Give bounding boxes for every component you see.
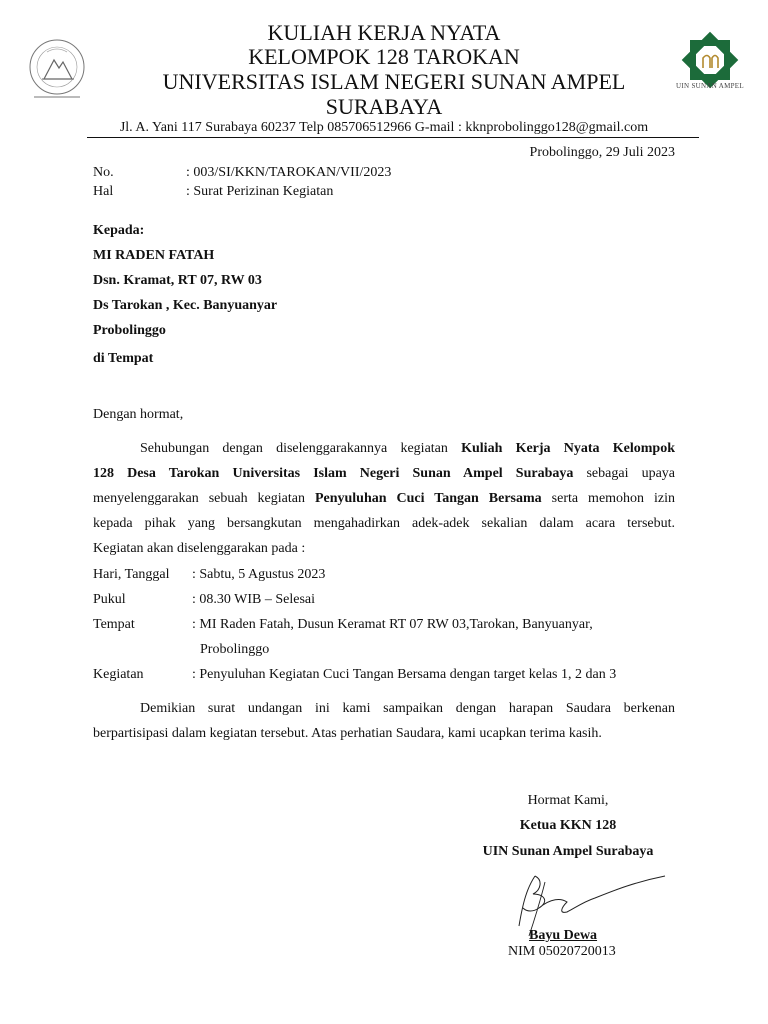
body-bold-text: Kuliah Kerja Nyata Kelompok xyxy=(461,441,675,456)
body-text: menyelenggarakan sebuah kegiatan xyxy=(93,491,305,506)
detail-day-value: : Sabtu, 5 Agustus 2023 xyxy=(192,567,326,582)
detail-place-value-1: : MI Raden Fatah, Dusun Keramat RT 07 RW 03,Tarokan, Banyuanyar, xyxy=(192,617,593,632)
detail-place-value-2: Probolinggo xyxy=(200,642,270,657)
body-bold-text: Penyuluhan Cuci Tangan Bersama xyxy=(314,491,542,506)
body-text: sebagai upaya xyxy=(586,466,676,481)
detail-activity-label: Kegiatan xyxy=(93,667,144,682)
recipient-address-2: Ds Tarokan , Kec. Banyuanyar xyxy=(93,298,278,313)
greeting: Dengan hormat, xyxy=(93,407,184,422)
closing-line-1: Demikian surat undangan ini kami sampaikan dengan harapan Saudara berkenan xyxy=(140,701,675,716)
sign-org: UIN Sunan Ampel Surabaya xyxy=(482,844,654,859)
body-line-2 xyxy=(93,466,675,482)
recipient-to: Kepada: xyxy=(93,223,145,238)
detail-time-value: : 08.30 WIB – Selesai xyxy=(192,592,316,607)
body-line-3 xyxy=(93,491,675,507)
body-text: serta memohon izin xyxy=(551,491,676,506)
header-line-1: KULIAH KERJA NYATA xyxy=(267,20,501,45)
sign-role: Ketua KKN 128 xyxy=(519,818,617,833)
uin-logo-caption: UIN SUNAN AMPEL xyxy=(676,82,744,90)
header-divider xyxy=(87,137,699,138)
sign-regards: Hormat Kami, xyxy=(527,793,609,808)
recipient-city: Probolinggo xyxy=(93,323,166,338)
body-line-5: Kegiatan akan diselenggarakan pada : xyxy=(93,541,306,556)
body-bold-text: 128 Desa Tarokan Universitas Islam Negeri Sunan Ampel Surabaya xyxy=(93,466,574,481)
sign-nim: NIM 05020720013 xyxy=(508,944,616,959)
closing-line-2: berpartisipasi dalam kegiatan tersebut. Atas perhatian Saudara, kami ucapkan terima kasih. xyxy=(93,726,602,741)
detail-time-label: Pukul xyxy=(93,592,126,607)
subject-label: Hal xyxy=(93,184,114,199)
header-line-4: SURABAYA xyxy=(325,94,443,119)
body-line-4: kepada pihak yang bersangkutan mengahadirkan adek-adek sekalian dalam acara tersebut. xyxy=(93,516,675,531)
sign-name: Bayu Dewa xyxy=(529,928,598,943)
recipient-place: di Tempat xyxy=(93,351,154,366)
subject-value: : Surat Perizinan Kegiatan xyxy=(186,184,334,199)
body-line-1 xyxy=(140,441,675,457)
header-line-2: KELOMPOK 128 TAROKAN xyxy=(248,44,520,69)
kkn-tarokan-logo xyxy=(20,34,94,104)
body-text: Sehubungan dengan diselenggarakannya kegiatan xyxy=(140,441,448,456)
recipient-name: MI RADEN FATAH xyxy=(93,248,215,263)
header-line-3: UNIVERSITAS ISLAM NEGERI SUNAN AMPEL xyxy=(162,69,626,94)
number-label: No. xyxy=(93,165,114,180)
detail-activity-value: : Penyuluhan Kegiatan Cuci Tangan Bersama dengan target kelas 1, 2 dan 3 xyxy=(192,667,617,682)
letter-date: Probolinggo, 29 Juli 2023 xyxy=(529,145,675,160)
number-value: : 003/SI/KKN/TAROKAN/VII/2023 xyxy=(186,165,392,180)
header-address: Jl. A. Yani 117 Surabaya 60237 Telp 085706512966 G-mail : kknprobolinggo128@gmail.com xyxy=(119,120,649,135)
recipient-address-1: Dsn. Kramat, RT 07, RW 03 xyxy=(93,273,262,288)
detail-place-label: Tempat xyxy=(93,617,135,632)
detail-day-label: Hari, Tanggal xyxy=(93,567,170,582)
